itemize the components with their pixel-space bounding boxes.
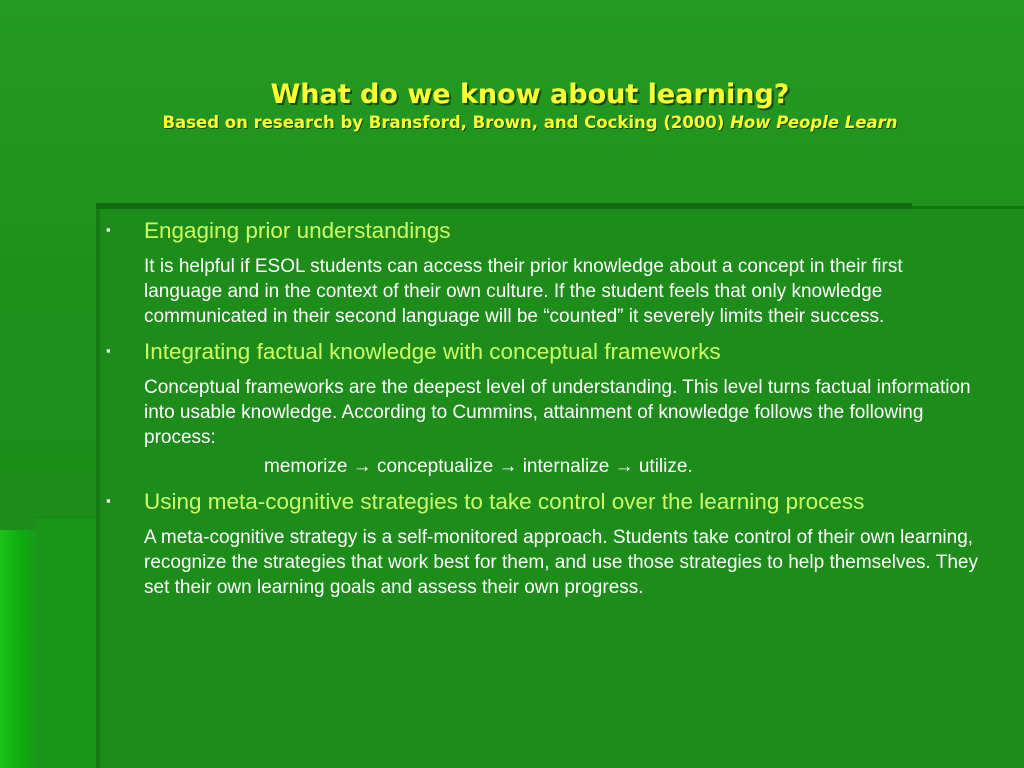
bullet-body: A meta-cognitive strategy is a self-monitored approach. Students take control of their own learning, recognize the strategies that work best for them, and use those strategies to help themselves. They set their own learning goals and assess their own progress. bbox=[144, 527, 978, 598]
bullet-heading: Integrating factual knowledge with conceptual frameworks bbox=[144, 339, 721, 364]
subtitle-text: Based on research by Bransford, Brown, and Cocking (2000) bbox=[162, 113, 725, 132]
bullet-item bbox=[104, 216, 984, 329]
bullet-heading: Engaging prior understandings bbox=[144, 218, 451, 243]
square-bullet-icon: ▪ bbox=[106, 343, 111, 358]
decorative-bar-left bbox=[0, 530, 36, 768]
subtitle-book-title: How People Learn bbox=[730, 113, 898, 132]
decorative-right-line bbox=[912, 206, 1024, 209]
bullet-body: Conceptual frameworks are the deepest level of understanding. This level turns factual information into usable knowledge. According to Cummins, attainment of knowledge follows the following process: bbox=[144, 377, 971, 448]
bullet-item bbox=[104, 337, 984, 479]
title-block bbox=[40, 78, 1020, 134]
decorative-step bbox=[36, 516, 96, 768]
bullet-body: It is helpful if ESOL students can access their prior knowledge about a concept in their first language and in the context of their own culture. If the student feels that only knowledge communicated in their second language will be “counted” it severely limits their success. bbox=[144, 256, 903, 327]
decorative-top-line bbox=[96, 203, 912, 209]
square-bullet-icon: ▪ bbox=[106, 222, 111, 237]
slide-title: What do we know about learning? bbox=[270, 79, 790, 110]
slide-subtitle bbox=[40, 112, 1020, 134]
bullet-list bbox=[104, 216, 984, 600]
square-bullet-icon: ▪ bbox=[106, 493, 111, 508]
bullet-item bbox=[104, 487, 984, 600]
process-sequence: memorize → conceptualize → internalize → utilize. bbox=[264, 456, 693, 477]
bullet-heading: Using meta-cognitive strategies to take control over the learning process bbox=[144, 489, 865, 514]
